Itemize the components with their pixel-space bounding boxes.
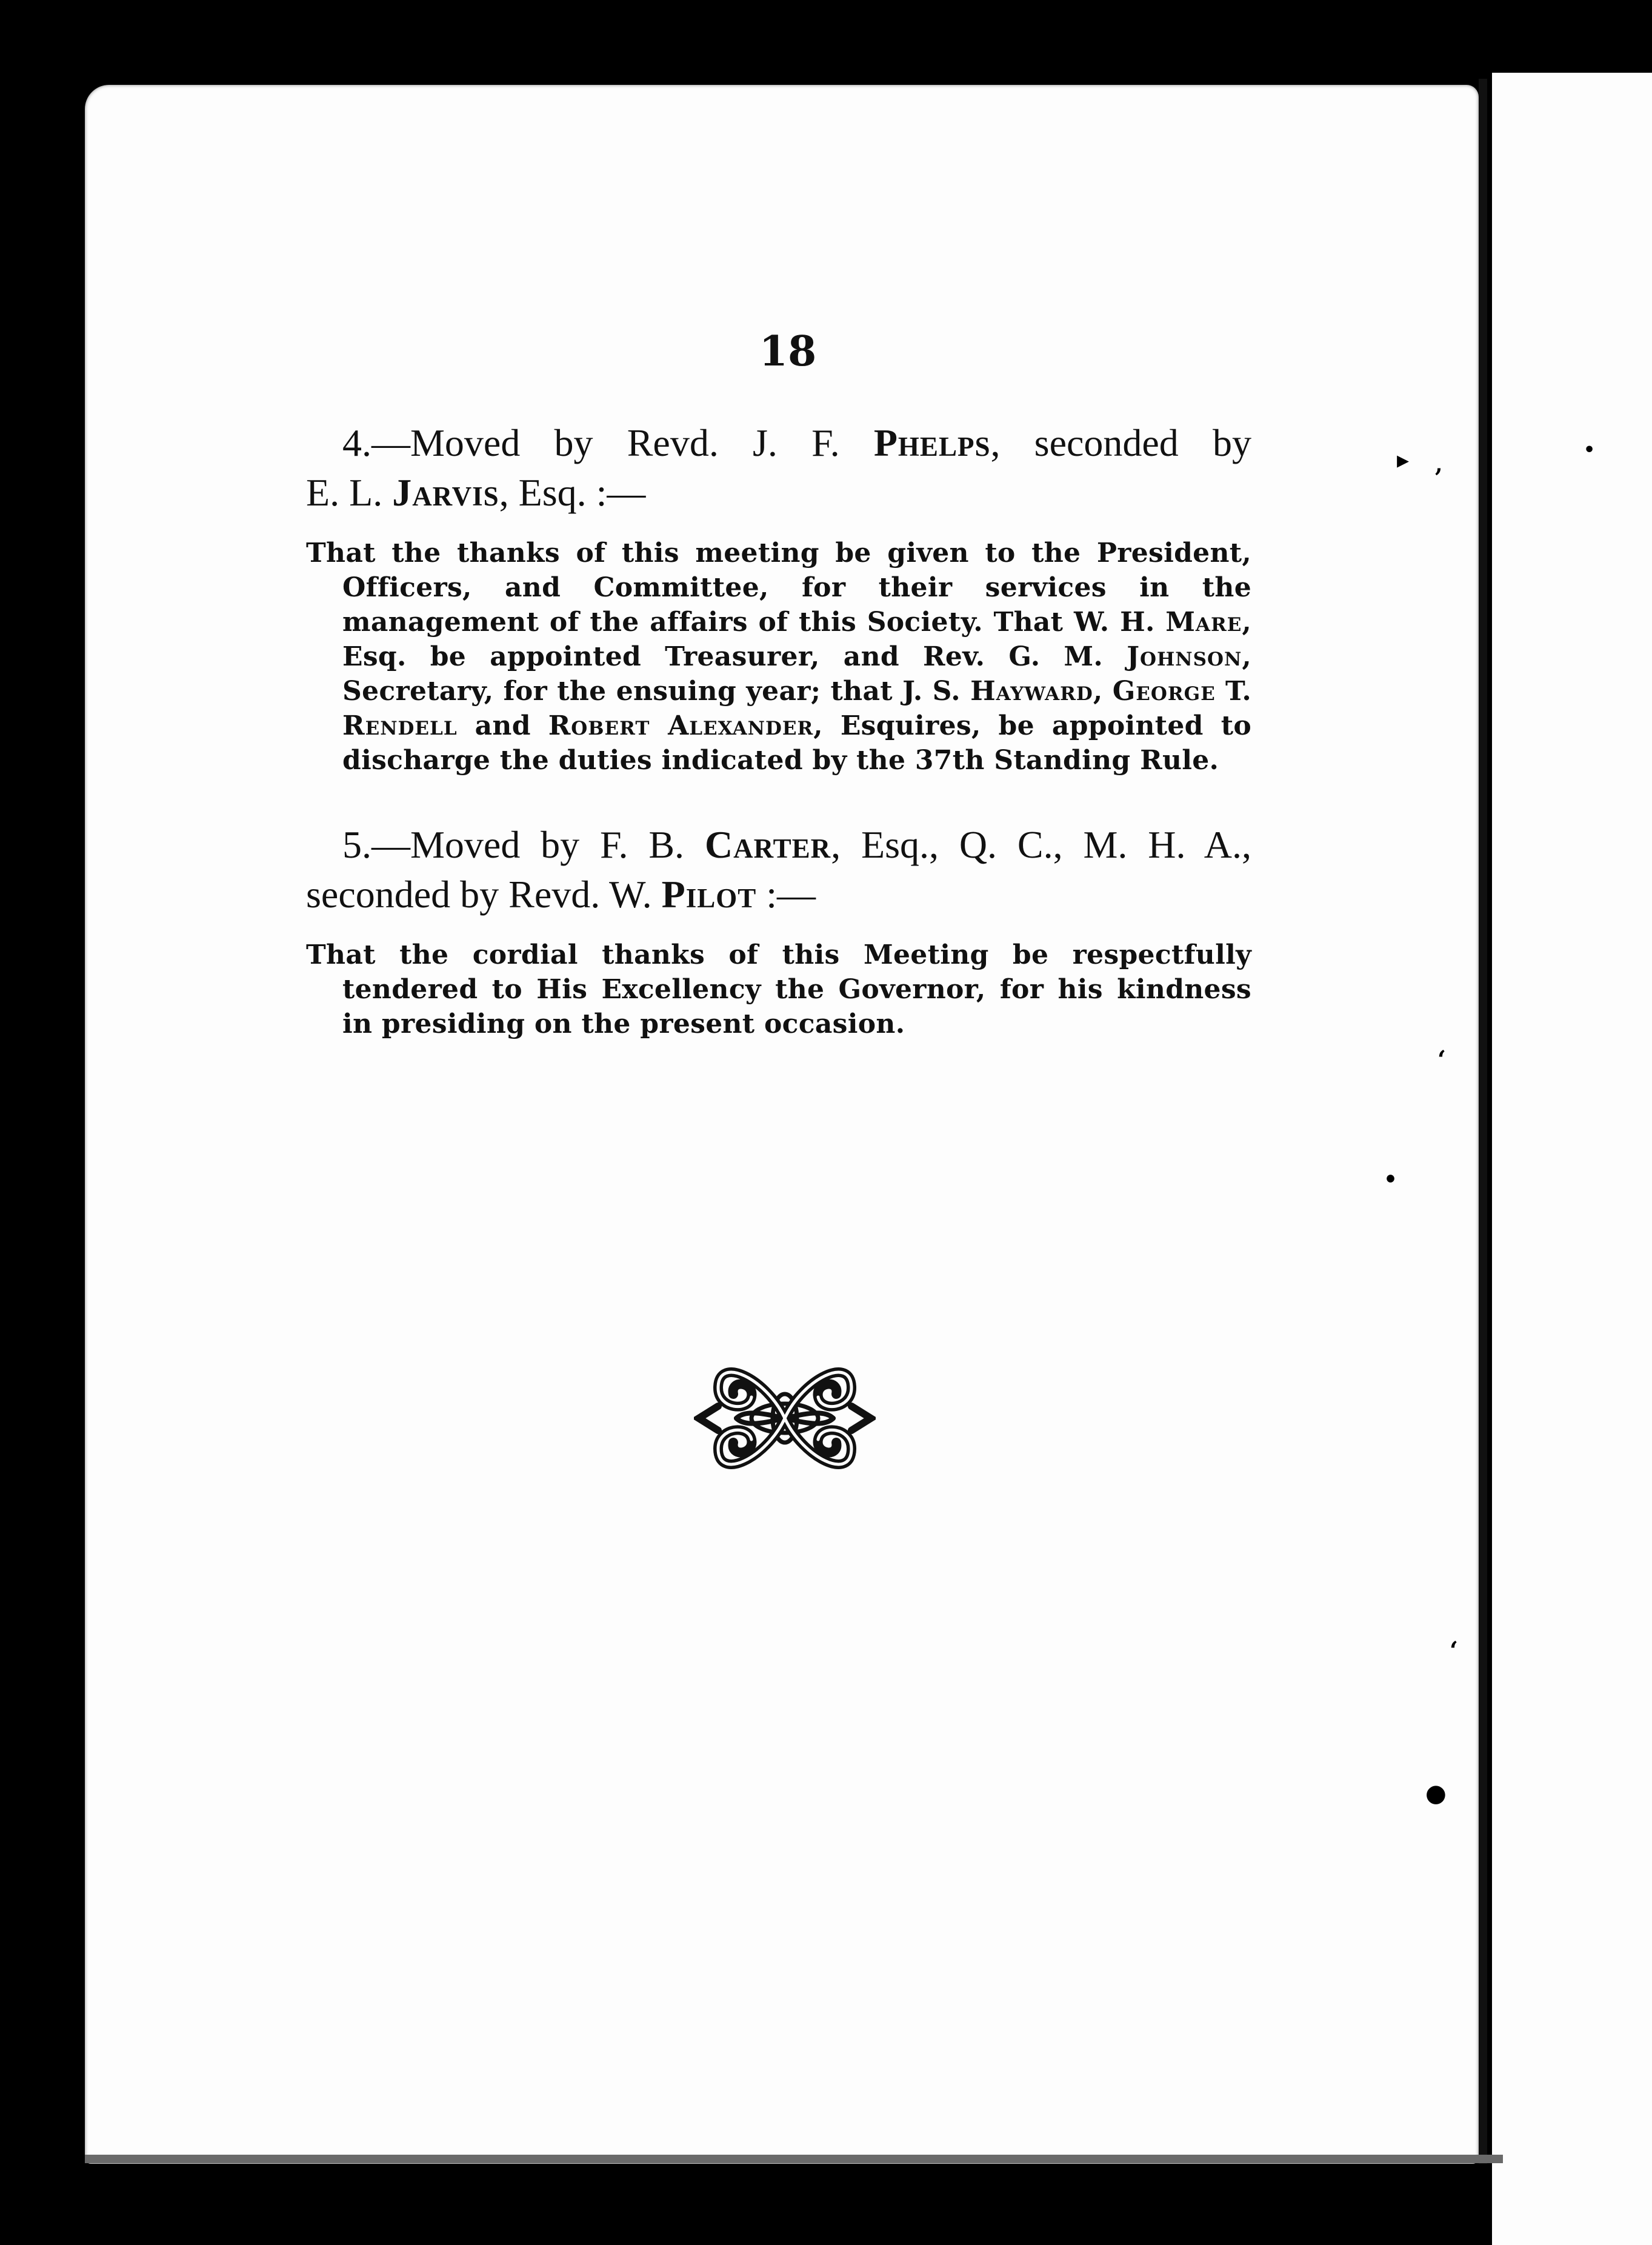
ink-speck: ▸ bbox=[1397, 445, 1410, 474]
motion-5 bbox=[306, 820, 1251, 1041]
motion-resolution: That the thanks of this meeting be given to the President, Officers, and Committee, for their services in the management of the affairs of this Society. That W. H. Mare, Esq. be appointed Treasurer, and Rev. G. M. Johnson, Secretary, for the ensuing year; that J. S. Hayward, George T. Rendell and Robert Alexander, Esquires, be appointed to discharge the duties indicated by the 37th Standing Rule. bbox=[306, 538, 1251, 776]
ink-speck: , bbox=[1435, 452, 1443, 477]
ink-speck: ‘ bbox=[1450, 1636, 1458, 1665]
celtic-knot-ornament-icon bbox=[694, 1343, 876, 1494]
page-bottom-edge bbox=[85, 2155, 1503, 2163]
ink-speck: ● bbox=[1425, 1779, 1447, 1807]
page-gutter-shadow bbox=[1479, 79, 1487, 2164]
motion-heading bbox=[306, 820, 1251, 919]
page-number: 18 bbox=[759, 327, 817, 376]
motion-heading-line: seconded by Revd. W. Pilot :— bbox=[306, 873, 816, 916]
page-content bbox=[306, 327, 1251, 1041]
ink-speck: ‘ bbox=[1437, 1046, 1446, 1074]
motion-heading-line: E. L. Jarvis, Esq. :— bbox=[306, 471, 646, 514]
adjacent-page-edge bbox=[1492, 73, 1652, 2245]
motion-resolution: That the cordial thanks of this Meeting be respectfully tendered to His Excellency the Governor, for his kindness in presiding on the present occasion. bbox=[306, 939, 1251, 1039]
motion-heading-line: 5.—Moved by F. B. Carter, Esq., Q. C., M. H. A., bbox=[342, 823, 1252, 866]
motion-4 bbox=[306, 418, 1251, 778]
ink-speck: • bbox=[1384, 1167, 1398, 1192]
motion-heading bbox=[306, 418, 1251, 518]
ink-speck: • bbox=[1584, 439, 1596, 461]
motion-heading-line: 4.—Moved by Revd. J. F. Phelps, seconded by bbox=[342, 421, 1252, 464]
